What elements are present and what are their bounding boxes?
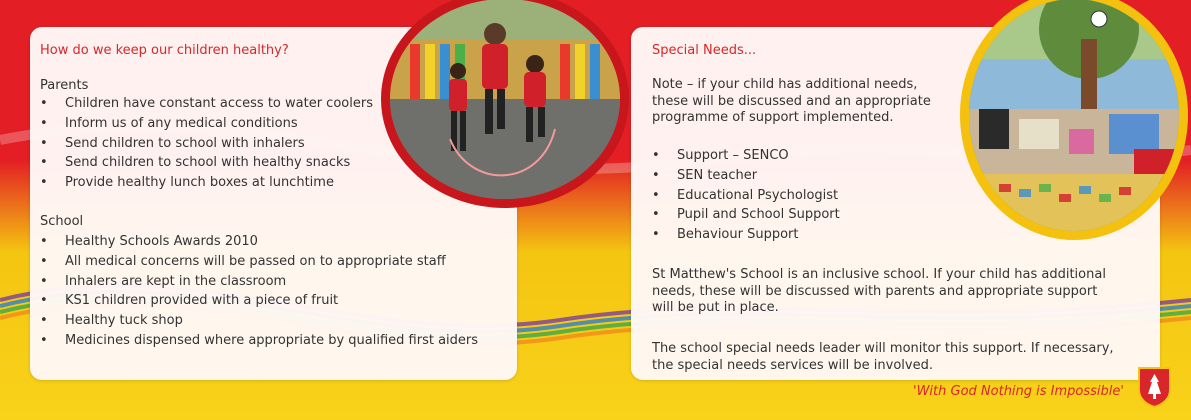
classroom-photo [960, 0, 1188, 240]
list-item: • Children have constant access to water coolers [40, 94, 373, 114]
school-crest-icon [1137, 366, 1172, 408]
list-item: • Behaviour Support [652, 225, 840, 245]
leader-paragraph: The school special needs leader will monitor this support. If necessary, the special needs services will be involved. [652, 341, 1114, 373]
list-item: • Send children to school with inhalers [40, 134, 373, 154]
list-item: • Inform us of any medical conditions [40, 114, 373, 134]
support-list [652, 146, 840, 245]
healthy-heading: How do we keep our children healthy? [40, 43, 289, 58]
parents-label: Parents [40, 78, 89, 93]
list-item: • Medicines dispensed where appropriate by qualified first aiders [40, 331, 478, 351]
note-paragraph: Note – if your child has additional needs, these will be discussed and an appropriate programme of support implemented. [652, 77, 931, 125]
list-item: • Educational Psychologist [652, 186, 840, 206]
list-item: • All medical concerns will be passed on to appropriate staff [40, 252, 478, 272]
school-motto: 'With God Nothing is Impossible' [913, 384, 1124, 399]
list-item: • Healthy tuck shop [40, 311, 478, 331]
school-list [40, 232, 478, 351]
special-needs-heading: Special Needs... [652, 43, 757, 58]
children-skipping-photo [381, 0, 629, 208]
school-label: School [40, 214, 84, 229]
list-item: • Support – SENCO [652, 146, 840, 166]
list-item: • Inhalers are kept in the classroom [40, 272, 478, 292]
list-item: • KS1 children provided with a piece of fruit [40, 291, 478, 311]
list-item: • Pupil and School Support [652, 205, 840, 225]
list-item: • Healthy Schools Awards 2010 [40, 232, 478, 252]
parents-list [40, 94, 373, 193]
list-item: • Provide healthy lunch boxes at lunchtime [40, 173, 373, 193]
list-item: • SEN teacher [652, 166, 840, 186]
list-item: • Send children to school with healthy snacks [40, 153, 373, 173]
inclusive-paragraph: St Matthew's School is an inclusive school. If your child has additional needs, these will be discussed with parents and appropriate support will be put in place. [652, 267, 1106, 315]
